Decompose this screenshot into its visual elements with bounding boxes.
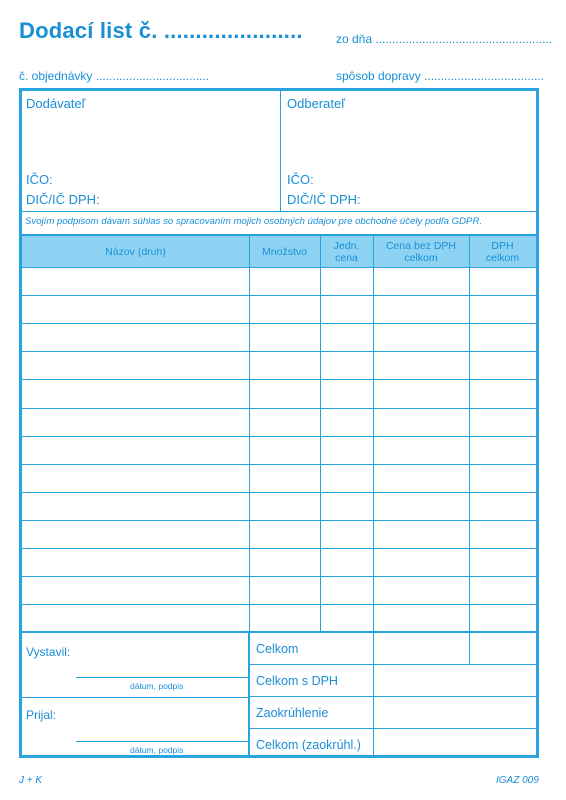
received-sign-line bbox=[76, 741, 248, 742]
table-bottom-line bbox=[22, 631, 536, 633]
col-name-header: Názov (druh) bbox=[105, 245, 166, 258]
customer-label: Odberateľ bbox=[287, 96, 345, 111]
parties-bottom-line bbox=[22, 211, 536, 212]
supplier-dic-label: DIČ/IČ DPH: bbox=[26, 192, 100, 207]
table-row-line bbox=[22, 464, 536, 465]
table-row-line bbox=[22, 492, 536, 493]
table-row-line bbox=[22, 576, 536, 577]
col-qty-header: Množstvo bbox=[262, 245, 307, 258]
bottom-divider bbox=[248, 633, 250, 755]
table-row-line bbox=[22, 379, 536, 380]
totals-line-3 bbox=[250, 728, 536, 729]
supplier-label: Dodávateľ bbox=[26, 96, 86, 111]
customer-ico-label: IČO: bbox=[287, 172, 314, 187]
order-number-label: č. objednávky .................................. bbox=[19, 69, 210, 83]
table-row-line bbox=[22, 436, 536, 437]
transport-label: spôsob dopravy .................................... bbox=[336, 69, 545, 83]
totals-line-2 bbox=[250, 696, 536, 697]
col-price-header: Cena bez DPH celkom bbox=[385, 239, 457, 264]
table-row-line bbox=[22, 520, 536, 521]
received-by-label: Prijal: bbox=[26, 708, 57, 722]
gdpr-note: Svojím podpisom dávam súhlas so spracovaním mojich osobných údajov pre obchodné účely podľa GDPR. bbox=[25, 216, 483, 227]
issued-date-sign-caption: dátum, podpis bbox=[130, 681, 184, 691]
issued-sign-line bbox=[76, 677, 248, 678]
total-label: Celkom bbox=[256, 642, 299, 656]
table-row-line bbox=[22, 295, 536, 296]
totals-divider-2 bbox=[469, 633, 470, 664]
parties-divider bbox=[280, 91, 281, 211]
totals-divider-1 bbox=[373, 633, 374, 755]
customer-dic-label: DIČ/IČ DPH: bbox=[287, 192, 361, 207]
document-title: Dodací list č. ...................... bbox=[19, 18, 303, 43]
table-row-line bbox=[22, 351, 536, 352]
supplier-ico-label: IČO: bbox=[26, 172, 53, 187]
issued-by-label: Vystavil: bbox=[26, 645, 71, 659]
table-row-line bbox=[22, 408, 536, 409]
col-vat-header: DPH celkom bbox=[485, 239, 520, 264]
footer-right: IGAZ 009 bbox=[496, 775, 539, 786]
signature-separator bbox=[22, 697, 248, 698]
total-rounded-label: Celkom (zaokrúhl.) bbox=[256, 738, 361, 752]
form-frame bbox=[19, 88, 539, 758]
footer-left: J + K bbox=[19, 775, 43, 786]
table-row-line bbox=[22, 267, 536, 268]
table-row-line bbox=[22, 604, 536, 605]
table-row-line bbox=[22, 548, 536, 549]
date-label: zo dňa ..................................................... bbox=[336, 32, 553, 46]
received-date-sign-caption: dátum, podpis bbox=[130, 745, 184, 755]
table-row-line bbox=[22, 323, 536, 324]
total-vat-label: Celkom s DPH bbox=[256, 674, 338, 688]
totals-line-1 bbox=[250, 664, 536, 665]
col-unit-price-header: Jedn. cena bbox=[333, 239, 360, 264]
rounding-label: Zaokrúhlenie bbox=[256, 706, 329, 720]
